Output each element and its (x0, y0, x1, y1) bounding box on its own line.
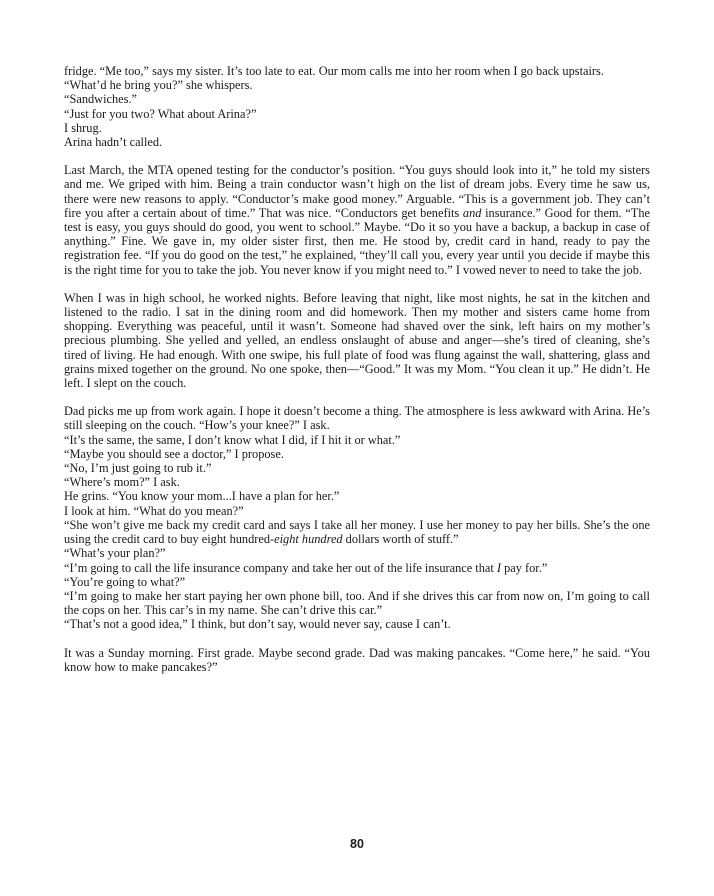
text-run: dollars worth of stuff.” (342, 532, 459, 547)
text-run: “She won’t give me back my credit card and says I take all her money. I use her money to pay her bills. She’s the one using the credit card to buy eight hundred- (64, 517, 650, 547)
paragraph-gap (64, 390, 650, 404)
paragraph-gap (64, 632, 650, 646)
emphasis: I (496, 560, 502, 575)
paragraph-gap (64, 277, 650, 291)
paragraph-highschool: When I was in high school, he worked nights. Before leaving that night, like most nights, he sat in the kitchen and listened to the radio. I sat in the dining room and did homework. Then my mother and sisters came home from shopping. Everything was peaceful, until it wasn’t. Someone had shaved over the sink, left hairs on my mother’s precious plumbing. She yelled and yelled, an endless onslaught of abuse and anger—she’s tired of cleaning, she’s tired of living. He had enough. With one swipe, his full plate of food was flung against the wall, shattering, glass and grains mixed together on the ground. No one spoke, then—“Good.” It was my Mom. “You clean it up.” He didn’t. He left. I slept on the couch. (64, 290, 650, 391)
paragraph (64, 518, 650, 546)
dialogue-line: “It’s the same, the same, I don’t know what I did, if I hit it or what.” (64, 432, 401, 447)
dialogue-line: Arina hadn’t called. (64, 135, 163, 150)
dialogue-line: “Maybe you should see a doctor,” I propose. (64, 446, 284, 461)
emphasis: eight hundred (274, 532, 343, 547)
text-run: pay for.” (501, 560, 548, 575)
paragraph-gap (64, 149, 650, 163)
dialogue-line: “Where’s mom?” I ask. (64, 475, 180, 490)
dialogue-line: “Just for you two? What about Arina?” (64, 106, 257, 121)
dialogue-line (64, 561, 650, 575)
dialogue-line: “That’s not a good idea,” I think, but don’t say, would never say, cause I can’t. (64, 617, 451, 632)
dialogue-line: “You’re going to what?” (64, 574, 186, 589)
dialogue-line: I look at him. “What do you mean?” (64, 503, 244, 518)
text-run: insurance.” Good for them. “The test is easy, you guys should do good, you went to school.” Maybe. “Do it so you have a backup, a backup in case of anything.” Fine. We gave in, my older sister first, then me. He stood by, credit card in hand, ready to pay the registration fee. “If you do good on the test,” he explained, “they’ll call you, every year until you decide if maybe this is the right time for you to take the job. You never know if you might need to.” I vowed never to need to take the job. (64, 205, 650, 277)
dialogue-line: “Sandwiches.” (64, 92, 138, 107)
body-text (64, 64, 650, 674)
paragraph: “I’m going to make her start paying her own phone bill, too. And if she drives this car from now on, I’m going to call the cops on her. This car’s in my name. She can’t drive this car.” (64, 588, 650, 618)
dialogue-line: “What’d he bring you?” she whispers. (64, 78, 253, 93)
page-number: 80 (350, 837, 364, 851)
paragraph-conductor (64, 163, 650, 277)
text-run: Last March, the MTA opened testing for the conductor’s position. “You guys should look into it,” he told my sisters and me. We griped with him. Being a train conductor wasn’t high on the list of dream jobs. Every time he saw us, there were new reasons to apply. “Conductor’s make good money.” Arguable. “This is a government job. They can’t fire you after a certain about of time.” That was nice. “Conductors get benefits (64, 163, 650, 220)
dialogue-line: He grins. “You know your mom...I have a plan for her.” (64, 489, 340, 504)
dialogue-line: I shrug. (64, 120, 102, 135)
dialogue-line: “No, I’m just going to rub it.” (64, 461, 212, 476)
paragraph: fridge. “Me too,” says my sister. It’s too late to eat. Our mom calls me into her room when I go back upstairs. (64, 64, 604, 78)
dialogue-line: “What’s your plan?” (64, 546, 166, 561)
emphasis: and (462, 205, 482, 220)
paragraph: Dad picks me up from work again. I hope it doesn’t become a thing. The atmosphere is less awkward with Arina. He’s still sleeping on the couch. “How’s your knee?” I ask. (64, 404, 650, 433)
paragraph-pancakes: It was a Sunday morning. First grade. Maybe second grade. Dad was making pancakes. “Come here,” he said. “You know how to make pancakes?” (64, 645, 650, 674)
text-run: “I’m going to call the life insurance company and take her out of the life insurance that (64, 560, 497, 575)
